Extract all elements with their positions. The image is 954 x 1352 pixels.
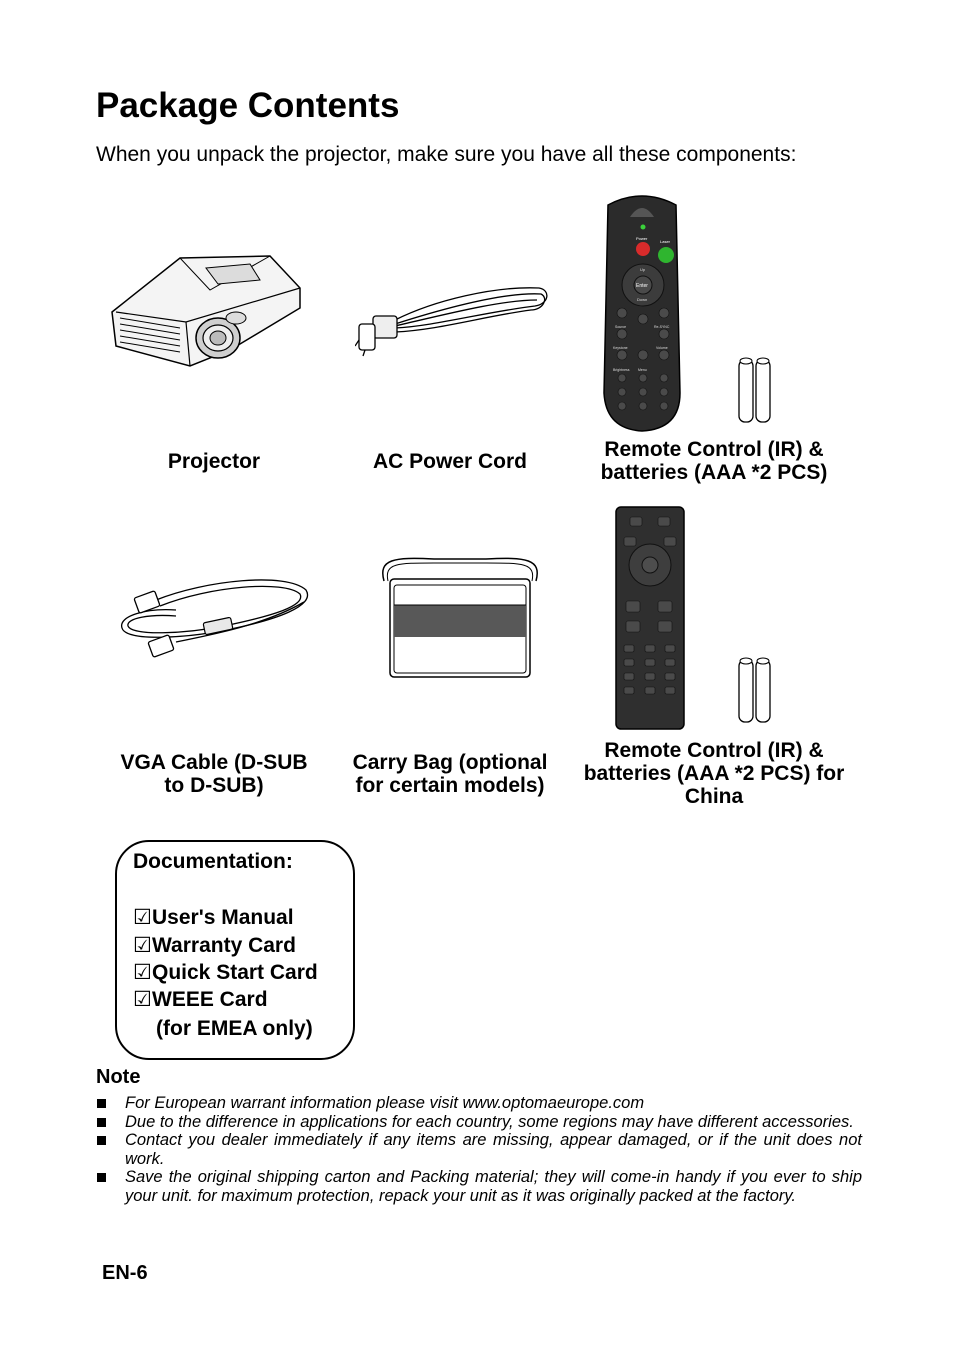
caption-line: batteries (AAA *2 PCS) for xyxy=(583,762,845,785)
caption-projector: Projector xyxy=(167,450,261,473)
remote-menu-label: Menu xyxy=(638,368,647,372)
remote-control-illustration xyxy=(600,193,685,433)
doc-item-label: User's Manual xyxy=(152,906,294,929)
power-cord-illustration xyxy=(355,280,550,360)
note-text: Due to the difference in applications for each country, some regions may have different accessories. xyxy=(125,1112,854,1131)
caption-line: to D-SUB) xyxy=(164,774,264,797)
doc-item-warranty-card xyxy=(133,933,296,958)
square-bullet-icon xyxy=(97,1099,106,1108)
doc-item-label: WEEE Card xyxy=(152,988,268,1011)
doc-item-quick-start-card xyxy=(133,960,318,985)
caption-remote xyxy=(572,438,856,484)
remote-laser-label: Laser xyxy=(660,239,671,244)
remote-enter-label: Enter xyxy=(636,283,648,289)
caption-line: VGA Cable (D-SUB xyxy=(120,751,308,774)
documentation-heading: Documentation: xyxy=(133,850,293,873)
square-bullet-icon xyxy=(97,1173,106,1182)
note-item xyxy=(96,1168,862,1205)
remote-up-label: Up xyxy=(640,267,646,272)
checkbox-checked-icon: ☑ xyxy=(133,988,152,1011)
page-number: EN-6 xyxy=(102,1262,148,1284)
projector-illustration xyxy=(110,250,305,368)
intro-text: When you unpack the projector, make sure you have all these components: xyxy=(96,143,797,166)
note-item xyxy=(96,1131,862,1168)
caption-vga-cable xyxy=(100,751,328,797)
square-bullet-icon xyxy=(97,1118,106,1127)
caption-line: batteries (AAA *2 PCS) xyxy=(600,461,828,484)
remote-resync-label: Re-SYNC xyxy=(654,325,670,329)
note-heading: Note xyxy=(96,1066,141,1088)
remote-brightness-label: Brightness xyxy=(613,368,630,372)
checkbox-checked-icon: ☑ xyxy=(133,961,152,984)
vga-cable-illustration xyxy=(116,572,312,664)
note-text: For European warrant information please visit www.optomaeurope.com xyxy=(125,1094,645,1112)
caption-line: Carry Bag (optional xyxy=(352,751,548,774)
checkbox-checked-icon: ☑ xyxy=(133,906,152,929)
doc-item-label: Warranty Card xyxy=(152,934,296,957)
checkbox-checked-icon: ☑ xyxy=(133,934,152,957)
remote-down-label: Down xyxy=(637,297,648,302)
batteries-illustration xyxy=(736,354,776,426)
caption-remote-china xyxy=(566,739,862,808)
caption-line: for certain models) xyxy=(355,774,545,797)
remote-power-label: Power xyxy=(636,236,648,241)
note-list xyxy=(96,1094,862,1205)
caption-line: Remote Control (IR) & xyxy=(604,438,824,461)
batteries-china-illustration xyxy=(736,654,776,726)
caption-power-cord: AC Power Cord xyxy=(372,450,527,473)
doc-item-weee-card xyxy=(133,987,268,1012)
doc-footnote: (for EMEA only) xyxy=(156,1017,313,1040)
remote-source-label: Source xyxy=(615,325,627,329)
doc-item-label: Quick Start Card xyxy=(152,961,318,984)
square-bullet-icon xyxy=(97,1136,106,1145)
caption-line: Remote Control (IR) & xyxy=(604,739,824,762)
note-item xyxy=(96,1113,862,1132)
caption-line: China xyxy=(684,785,744,808)
page-title: Package Contents xyxy=(96,86,400,125)
remote-volume-label: Volume xyxy=(656,346,668,350)
remote-control-china-illustration xyxy=(614,505,686,731)
remote-keystone-label: Keystone xyxy=(613,346,628,350)
note-text: Save the original shipping carton and Packing material; they will come-in handy if you ever to ship your unit. for maximum protection, repack your unit as it was originally packed at the factory. xyxy=(125,1168,862,1205)
doc-item-users-manual xyxy=(133,905,294,930)
note-item xyxy=(96,1094,862,1113)
carry-bag-illustration xyxy=(374,555,546,680)
note-text: Contact you dealer immediately if any items are missing, appear damaged, or if the unit does not work. xyxy=(125,1131,862,1168)
caption-carry-bag xyxy=(336,751,564,797)
